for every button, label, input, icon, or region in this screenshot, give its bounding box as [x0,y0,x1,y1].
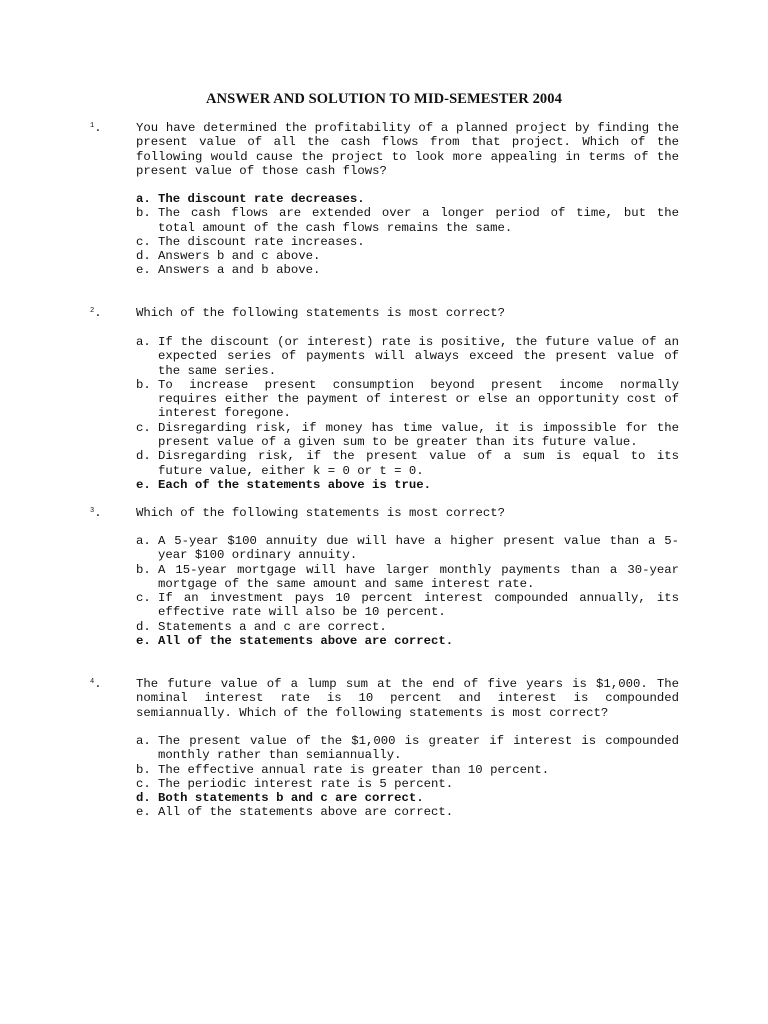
option-b: b. A 15-year mortgage will have larger monthly payments than a 30-year mortgage of the same amount and same interest rate. [136,562,679,591]
question-stem: The future value of a lump sum at the end of five years is $1,000. The nominal interest rate is 10 percent and interest is compounded semiannually. Which of the following statements is most correct? [136,677,679,720]
option-d: d. Statements a and c are correct. [136,619,387,634]
answer-options [136,335,679,492]
option-a: a. If the discount (or interest) rate is positive, the future value of an expected series of payments will always exceed the present value of the same series. [136,335,679,378]
option-c: c. The discount rate increases. [136,234,365,249]
answer-options [136,192,679,278]
question-stem: Which of the following statements is most correct? [136,506,505,520]
answer-options [136,734,679,820]
option-c: c. Disregarding risk, if money has time value, it is impossible for the present value of a given sum to be greater than its future value. [136,420,679,450]
option-e: e. All of the statements above are correct. [136,805,454,820]
option-e: e. Each of the statements above is true. [136,477,432,492]
question-number: $^1$. [90,121,102,135]
option-a: a. The discount rate decreases. [136,192,365,206]
option-b: b. The effective annual rate is greater than 10 percent. [136,762,550,777]
answer-options [136,534,679,648]
option-e: e. Answers a and b above. [136,263,321,278]
question-stem: You have determined the profitability of a planned project by finding the present value of all the cash flows from that project. Which of the following would cause the project to look more appealing in terms of the present value of those cash flows? [136,121,679,178]
option-a: a. A 5-year $100 annuity due will have a higher present value than a 5-year $100 ordinary annuity. [136,534,679,563]
option-d: d. Both statements b and c are correct. [136,791,424,806]
option-b: b. To increase present consumption beyond present income normally requires either the payment of interest or else an opportunity cost of interest foregone. [136,377,679,421]
option-b: b. The cash flows are extended over a longer period of time, but the total amount of the cash flows remains the same. [136,206,679,235]
option-e: e. All of the statements above are correct. [136,634,454,649]
option-c: c. If an investment pays 10 percent interest compounded annually, its effective rate will also be 10 percent. [136,591,679,620]
question-number: $^4$. [90,677,102,691]
question-number: $^3$. [90,506,102,520]
option-a: a. The present value of the $1,000 is greater if interest is compounded monthly rather than semiannually. [136,734,679,763]
document-title: ANSWER AND SOLUTION TO MID-SEMESTER 2004 [206,91,562,107]
question-number: $^2$. [90,306,102,320]
option-d: d. Answers b and c above. [136,249,321,264]
question-stem: Which of the following statements is most correct? [136,306,505,320]
option-c: c. The periodic interest rate is 5 percent. [136,776,454,791]
option-d: d. Disregarding risk, if the present value of a sum is equal to its future value, either k = 0 or t = 0. [136,449,679,478]
